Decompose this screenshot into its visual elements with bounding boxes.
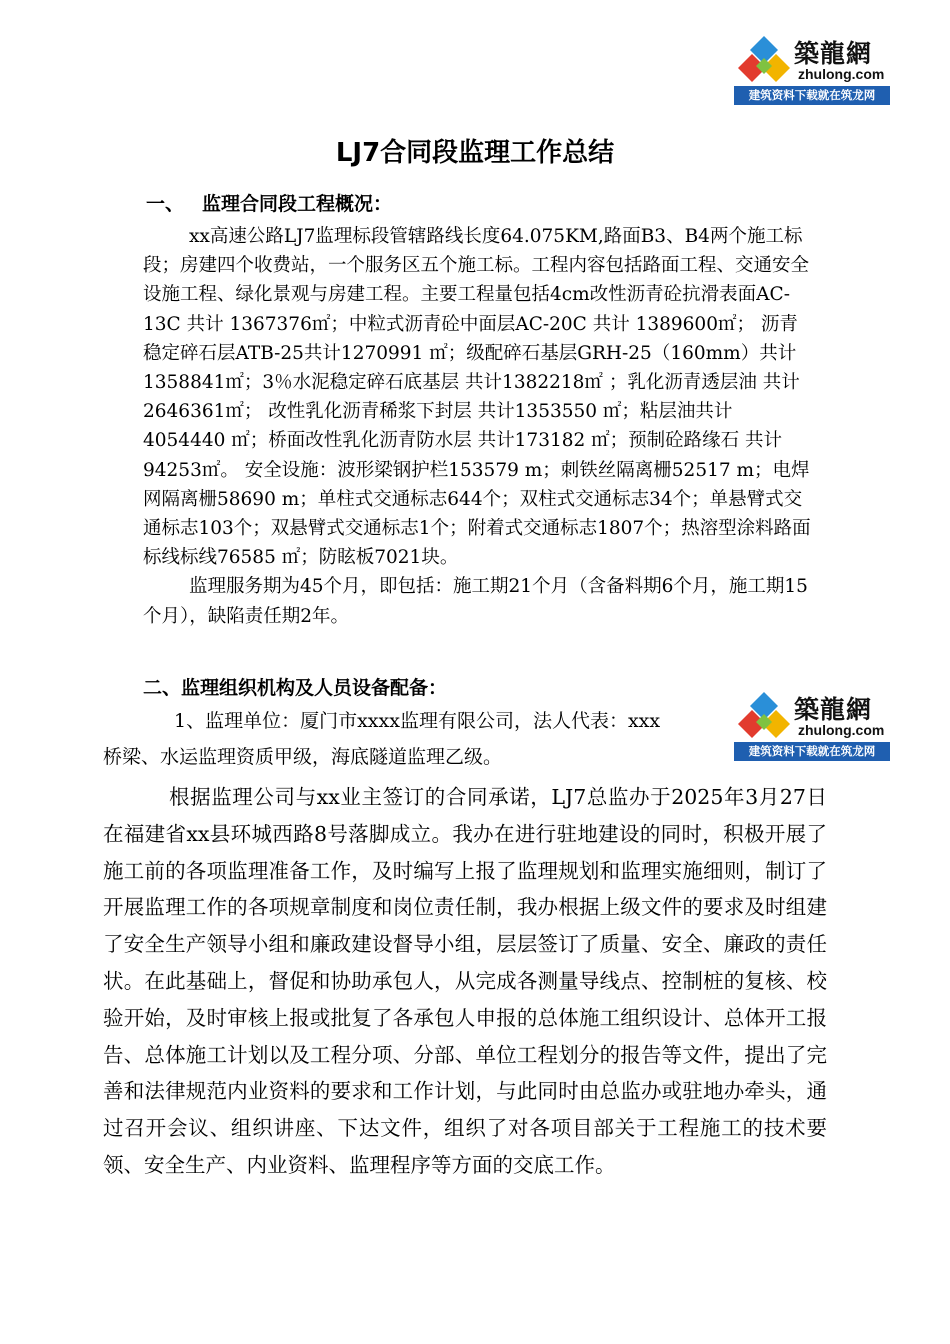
section2-heading: 二、监理组织机构及人员设备配备： bbox=[143, 677, 448, 699]
logo-brand-domain: zhulong.com bbox=[798, 66, 885, 82]
zhulong-logo-icon bbox=[738, 34, 790, 84]
zhulong-logo-2[interactable] bbox=[734, 688, 890, 762]
establishment-paragraph: 根据监理公司与xx业主签订的合同承诺，LJ7总监办于2025年3月27日在福建省xx县环城西路8号落脚成立。我办在进行驻地建设的同时，积极开展了施工前的各项监理准备工作，及时编写上报了监理规划和监理实施细则，制订了开展监理工作的各项规章制度和岗位责任制，我办根据上级文件的要求及时组建了安全生产领导小组和廉政建设督导小组，层层签订了质量、安全、廉政的责任状。在此基础上，督促和协助承包人，从完成各测量导线点、控制桩的复核、校验开始，及时审核上报或批复了各承包人申报的总体施工组织设计、总体开工报告、总体施工计划以及工程分项、分部、单位工程划分的报告等文件，提出了完善和法律规范内业资料的要求和工作计划，与此同时由总监办或驻地办牵头，通过召开会议、组织讲座、下达文件，组织了对各项目部关于工程施工的技术要领、安全生产、内业资料、监理程序等方面的交底工作。 bbox=[103, 785, 827, 1177]
logo-brand-chinese: 築龍網 bbox=[794, 695, 873, 724]
document-title: LJ7合同段监理工作总结 bbox=[335, 138, 615, 168]
section1-body bbox=[143, 222, 811, 631]
project-overview-paragraph: xx高速公路LJ7监理标段管辖路线长度64.075KM,路面B3、B4两个施工标段；房建四个收费站，一个服务区五个施工标。工程内容包括路面工程、交通安全设施工程、绿化景观与房建工程。主要工程量包括4cm改性沥青砼抗滑表面AC-13C 共计 1367376㎡；中粒式沥青砼中面层AC-20C 共计 1389600㎡； 沥青稳定碎石层ATB-25共计1270991 ㎡；级配碎石基层GRH-25（160mm）共计1358841㎡；3％水泥稳定碎石底基层 共计1382218㎡ ；乳化沥青透层油 共计2646361㎡； 改性乳化沥青稀浆下封层 共计1353550 ㎡；粘层油共计4054440 ㎡；桥面改性乳化沥青防水层 共计173182 ㎡；预制砼路缘石 共计94253㎡。 安全设施：波形梁钢护栏153579 m；刺铁丝隔离栅52517 m；电焊网隔离栅58690 m；单柱式交通标志644个；双柱式交通标志34个；单悬臂式交通标志103个；双悬臂式交通标志1个；附着式交通标志1807个；热溶型涂料路面标线标线76585 ㎡；防眩板7021块。 bbox=[143, 226, 811, 569]
logo-brand-chinese: 築龍網 bbox=[794, 39, 873, 68]
qualification-line: 桥梁、水运监理资质甲级，海底隧道监理乙级。 bbox=[103, 746, 503, 768]
logo-slogan: 建筑资料下载就在筑龙网 bbox=[734, 86, 890, 105]
zhulong-logo[interactable] bbox=[734, 32, 890, 106]
section2-body bbox=[103, 779, 827, 1184]
section1-number: 一、 bbox=[146, 193, 185, 215]
service-period-paragraph: 监理服务期为45个月，即包括：施工期21个月（含备料期6个月，施工期15个月），缺陷责任期2年。 bbox=[143, 576, 808, 627]
supervision-unit-line: 1、监理单位：厦门市xxxx监理有限公司，法人代表：xxx bbox=[174, 710, 661, 732]
zhulong-logo-icon bbox=[738, 690, 790, 740]
section1-heading-text: 监理合同段工程概况： bbox=[202, 193, 393, 215]
section1-heading bbox=[146, 189, 392, 216]
logo-brand-domain: zhulong.com bbox=[798, 722, 885, 738]
logo-slogan: 建筑资料下载就在筑龙网 bbox=[734, 742, 890, 761]
